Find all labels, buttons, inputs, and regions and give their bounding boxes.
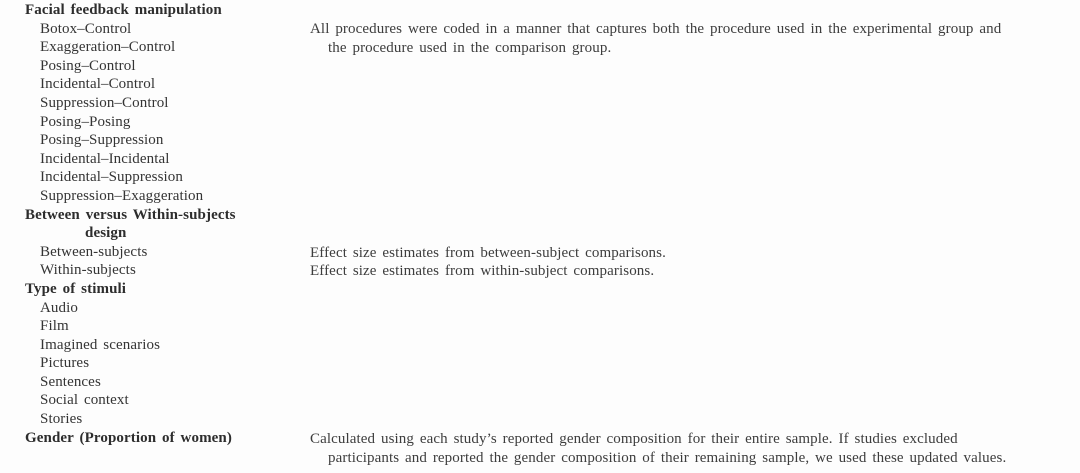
- description-text-line: Calculated using each study’s reported gender composition for their entire sample. If studies excluded: [310, 431, 958, 447]
- variable-item-botox-control: Botox–Control: [40, 20, 132, 37]
- section-heading-type-of-stimuli: Type of stimuli: [25, 280, 127, 297]
- description-within-subjects: [310, 262, 1070, 281]
- description-facial-feedback-coding: [310, 20, 1070, 57]
- variable-item-suppression-exaggeration: Suppression–Exaggeration: [40, 187, 204, 204]
- section-heading-facial-feedback-manipulation: Facial feedback manipulation: [25, 2, 222, 18]
- variable-item-audio: Audio: [40, 299, 78, 316]
- description-between-subjects: [310, 244, 1070, 263]
- variable-item-incidental-control: Incidental–Control: [40, 76, 156, 93]
- variable-item-film: Film: [40, 318, 69, 335]
- variable-column: [25, 1, 310, 447]
- variable-item-pictures: Pictures: [40, 355, 90, 372]
- description-text-line: participants and reported the gender composition of their remaining sample, we used these updated values.: [328, 449, 1007, 466]
- description-text-line: Effect size estimates from between-subject comparisons.: [310, 245, 666, 261]
- variable-item-stories: Stories: [40, 411, 83, 428]
- variable-item-suppression-control: Suppression–Control: [40, 94, 169, 111]
- variable-item-posing-posing: Posing–Posing: [40, 113, 131, 130]
- variable-item-posing-suppression: Posing–Suppression: [40, 132, 164, 149]
- description-gender-coding: [310, 430, 1070, 467]
- description-text-line: Effect size estimates from within-subject comparisons.: [310, 263, 655, 279]
- variable-item-within-subjects: Within-subjects: [40, 262, 136, 279]
- description-text-line: All procedures were coded in a manner that captures both the procedure used in the experimental group and: [310, 21, 1002, 37]
- section-heading-between-versus-within: Between versus Within-subjects: [25, 206, 236, 223]
- variable-item-incidental-incidental: Incidental–Incidental: [40, 150, 170, 167]
- variable-item-incidental-suppression: Incidental–Suppression: [40, 169, 184, 186]
- description-text-line: the procedure used in the comparison group.: [328, 39, 612, 56]
- variable-item-imagined-scenarios: Imagined scenarios: [40, 336, 161, 353]
- variable-item-social-context: Social context: [40, 392, 129, 409]
- variable-item-posing-control: Posing–Control: [40, 57, 136, 74]
- section-heading-gender-proportion-of-women: Gender (Proportion of women): [25, 429, 232, 446]
- variable-item-between-subjects: Between-subjects: [40, 243, 148, 260]
- variable-item-sentences: Sentences: [40, 373, 101, 390]
- variable-item-exaggeration-control: Exaggeration–Control: [40, 39, 176, 56]
- section-heading-design-continuation: design: [85, 225, 127, 242]
